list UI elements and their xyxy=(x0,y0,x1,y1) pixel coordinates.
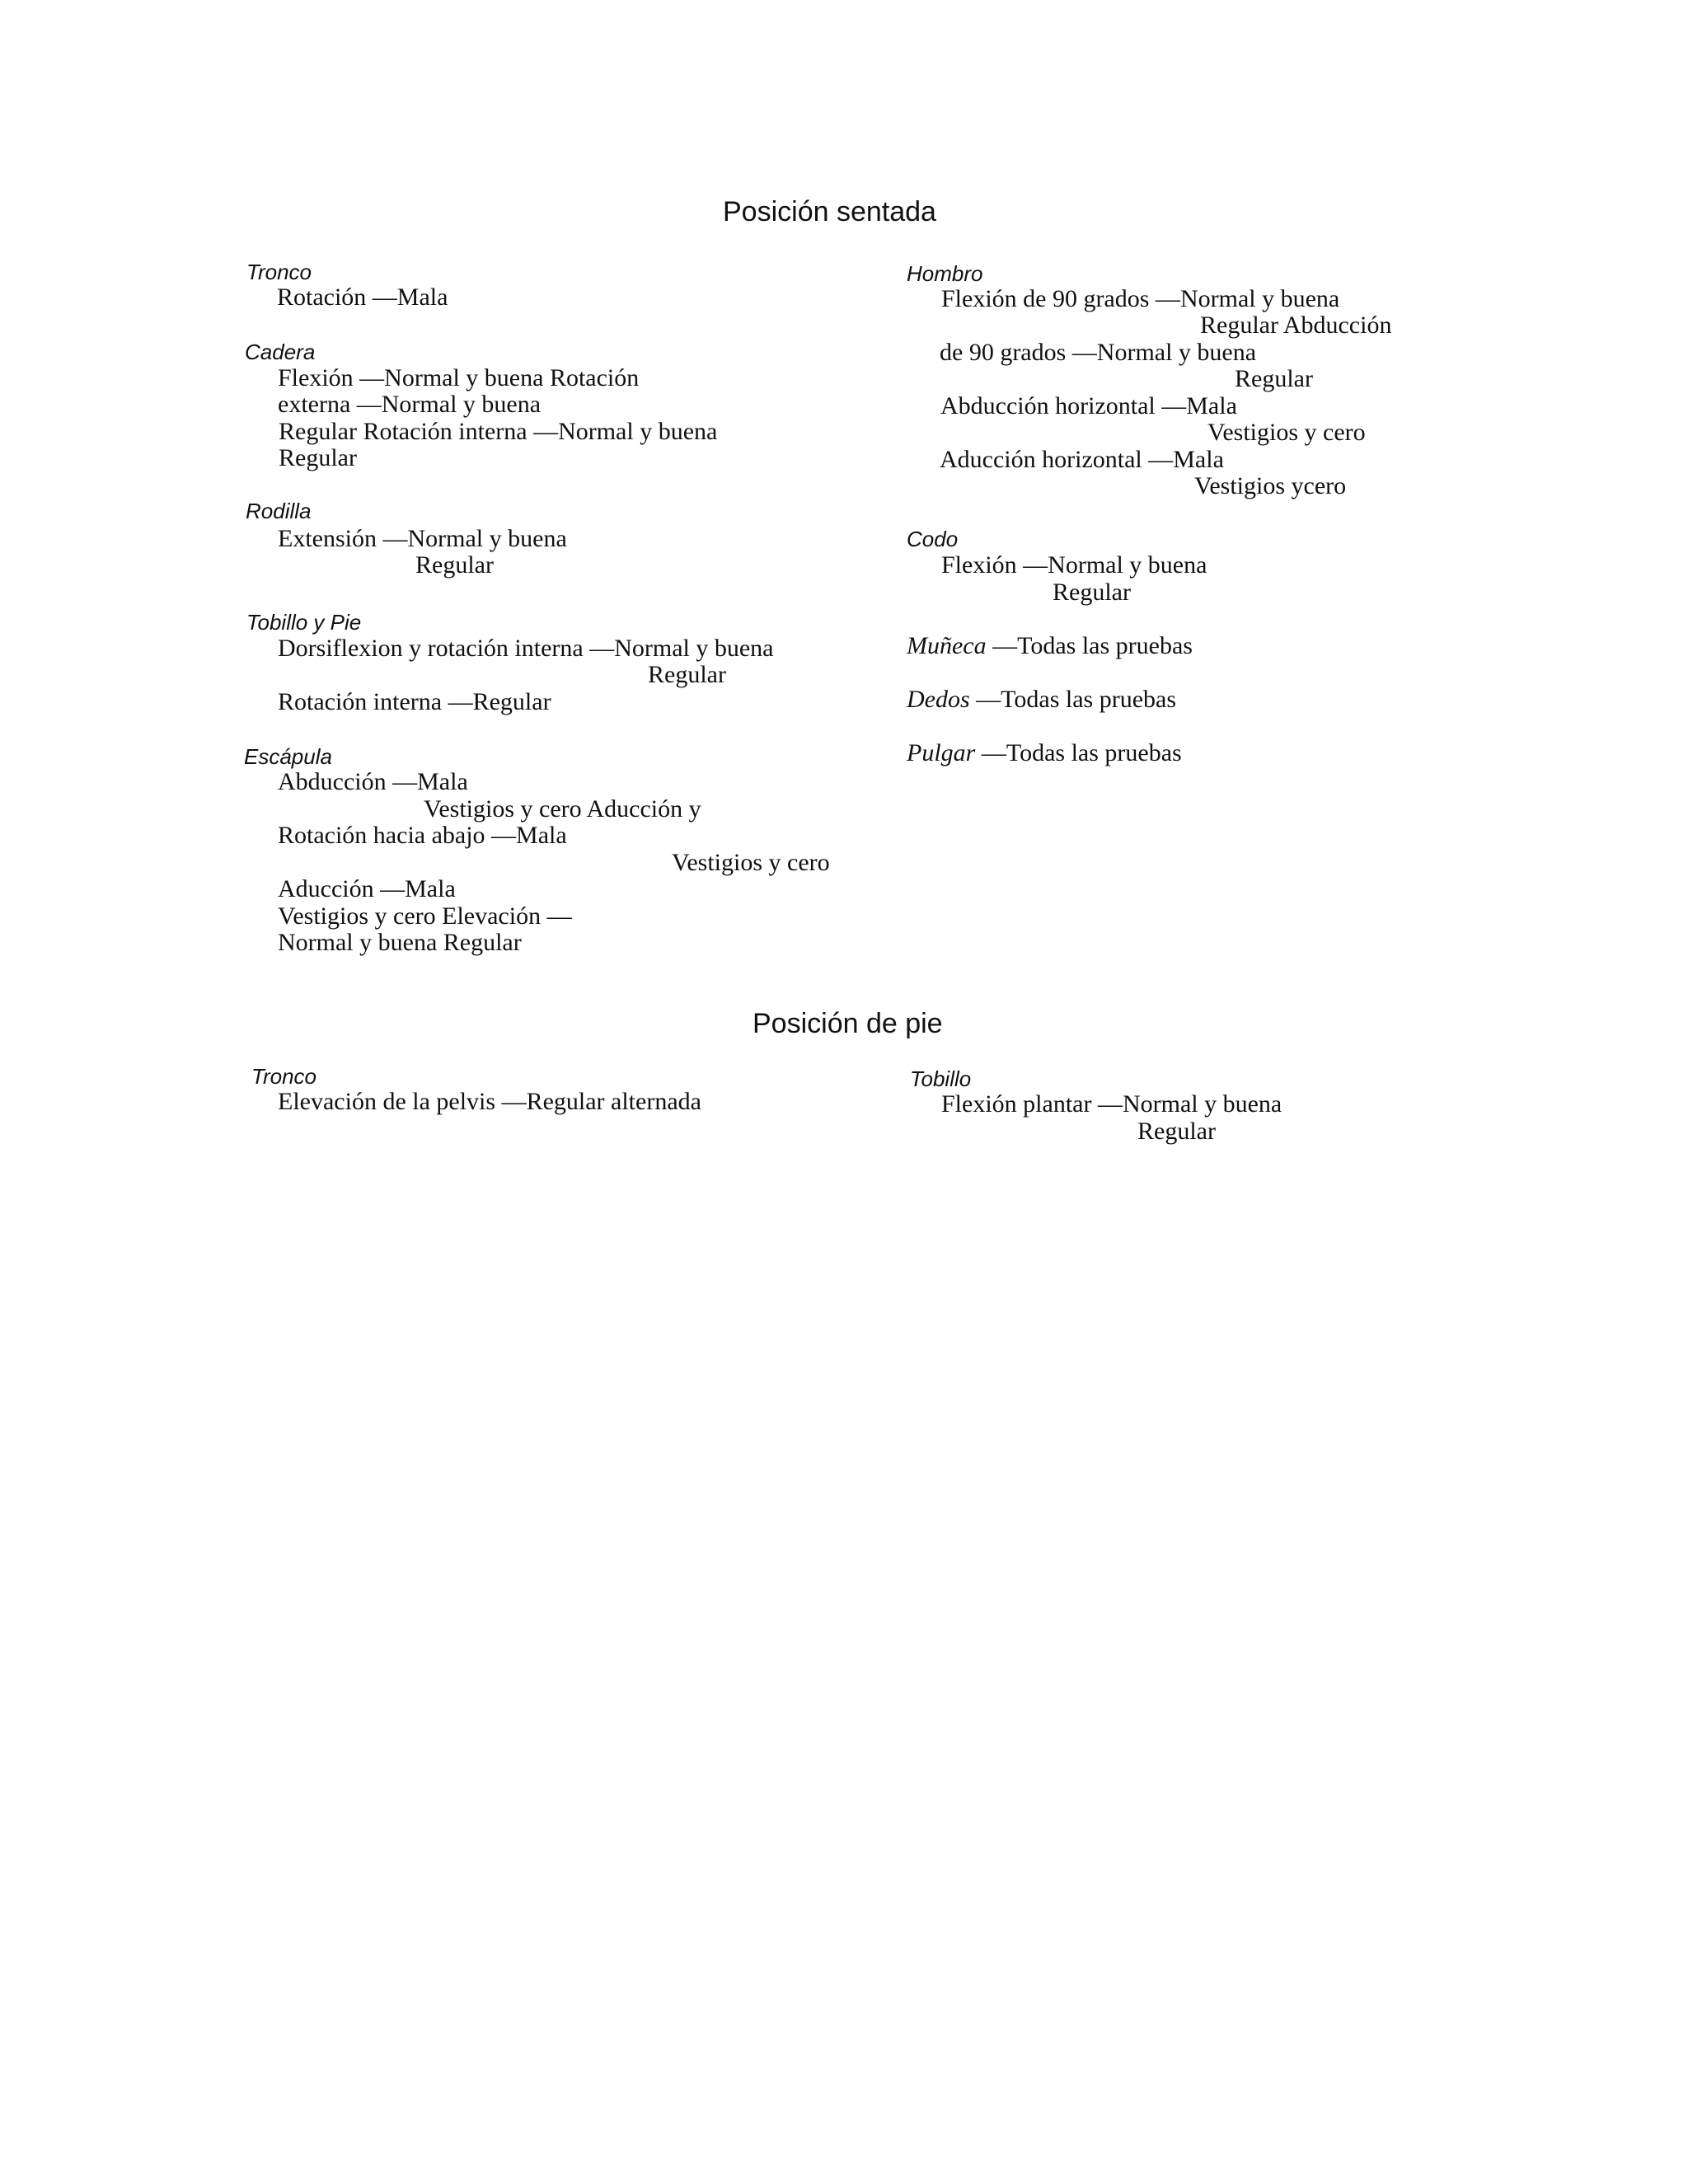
test-line: Rotación interna —Regular xyxy=(278,688,551,715)
test-line: Regular xyxy=(415,551,494,579)
test-line: Vestigios y cero Aducción y xyxy=(424,795,701,823)
test-line: Regular xyxy=(648,661,726,688)
test-line: Regular Rotación interna —Normal y buena xyxy=(279,418,718,445)
page-title-sitting: Posición sentada xyxy=(723,196,936,227)
section-heading-tobillo-pie: Tobillo y Pie xyxy=(246,610,362,635)
section-heading-rodilla: Rodilla xyxy=(246,499,312,523)
muneca-text: —Todas las pruebas xyxy=(986,632,1193,659)
test-line: Flexión —Normal y buena xyxy=(941,551,1207,579)
test-line: Normal y buena Regular xyxy=(278,929,522,956)
section-heading-hombro: Hombro xyxy=(907,261,983,286)
section-heading-tronco: Tronco xyxy=(246,260,312,284)
test-line: Regular xyxy=(279,444,357,471)
test-line: Elevación de la pelvis —Regular alternada xyxy=(278,1088,701,1115)
test-line: Regular xyxy=(1235,365,1313,392)
test-line: Flexión de 90 grados —Normal y buena xyxy=(941,285,1340,312)
test-line-dedos xyxy=(907,686,1176,714)
test-line: Rotación —Mala xyxy=(277,284,448,311)
test-line: Rotación hacia abajo —Mala xyxy=(278,822,567,849)
test-line: Vestigios ycero xyxy=(1194,472,1347,499)
pulgar-label: Pulgar xyxy=(907,739,976,766)
test-line: externa —Normal y buena xyxy=(278,391,542,418)
test-line: Vestigios y cero xyxy=(1207,419,1366,446)
test-line: Vestigios y cero Elevación — xyxy=(278,902,572,930)
section-heading-cadera: Cadera xyxy=(245,340,316,364)
test-line: Aducción horizontal —Mala xyxy=(940,446,1224,473)
test-line: Abducción horizontal —Mala xyxy=(940,392,1237,419)
test-line: Vestigios y cero xyxy=(672,849,830,876)
test-line: Abducción —Mala xyxy=(278,768,468,795)
test-line: de 90 grados —Normal y buena xyxy=(940,339,1257,366)
test-line: Extensión —Normal y buena xyxy=(278,525,567,552)
section-heading-codo: Codo xyxy=(907,527,959,551)
page-title-standing: Posición de pie xyxy=(753,1008,943,1039)
dedos-label: Dedos xyxy=(907,686,970,713)
test-line-muneca xyxy=(907,632,1193,660)
muneca-label: Muñeca xyxy=(907,632,987,659)
test-line-pulgar xyxy=(907,739,1182,767)
pulgar-text: —Todas las pruebas xyxy=(975,739,1182,766)
dedos-text: —Todas las pruebas xyxy=(969,686,1176,713)
test-line: Regular xyxy=(1137,1118,1216,1145)
test-line: Flexión —Normal y buena Rotación xyxy=(278,364,640,391)
section-heading-tobillo: Tobillo xyxy=(910,1066,972,1091)
section-heading-escapula: Escápula xyxy=(244,744,332,769)
test-line: Dorsiflexion y rotación interna —Normal y buena xyxy=(278,635,774,662)
test-line: Flexión plantar —Normal y buena xyxy=(941,1090,1282,1118)
test-line: Aducción —Mala xyxy=(278,875,456,902)
test-line: Regular xyxy=(1053,579,1131,606)
section-heading-tronco: Tronco xyxy=(251,1064,316,1089)
test-line: Regular Abducción xyxy=(1200,312,1392,339)
